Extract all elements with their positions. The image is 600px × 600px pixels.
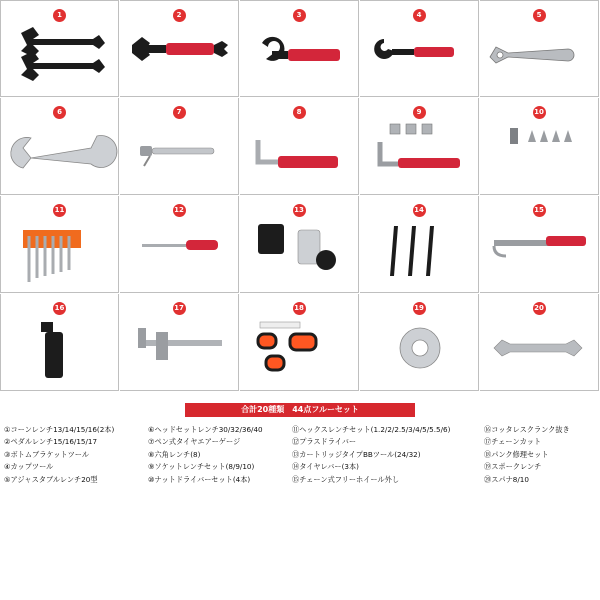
legend-item: ⑪ヘックスレンチセット(1.2/2/2.5/3/4/5/5.5/6) <box>292 425 451 434</box>
item-number-badge: 11 <box>53 204 66 217</box>
crank-puller-icon <box>1 314 120 390</box>
legend-column-3 <box>292 424 450 486</box>
legend-column-2 <box>148 424 263 486</box>
legend-item: ⑳スパナ8/10 <box>484 474 529 484</box>
item-number-badge: 20 <box>533 302 546 315</box>
tool-cell-19 <box>360 294 479 391</box>
item-number-badge: 16 <box>53 302 66 315</box>
legend-item: ⑯コッタレスクランク抜き <box>484 425 570 434</box>
tool-cell-18 <box>240 294 359 391</box>
legend-item: ⑧六角レンチ(8) <box>148 449 201 459</box>
tool-cell-11 <box>0 196 119 293</box>
legend-item: ⑥ヘッドセットレンチ30/32/36/40 <box>148 425 263 434</box>
legend-item: ④カップツール <box>4 462 54 472</box>
item-number-badge: 1 <box>53 9 66 22</box>
item-number-badge: 14 <box>413 204 426 217</box>
tool-cell-14 <box>360 196 479 293</box>
legend-item: ⑫プラスドライバー <box>292 437 357 447</box>
legend-item: ⑩ナットドライバーセット(4本) <box>148 474 251 484</box>
cone-wrench-icon <box>1 21 120 97</box>
tool-cell-15 <box>480 196 599 293</box>
tool-cell-12 <box>120 196 239 293</box>
item-number-badge: 8 <box>293 106 306 119</box>
total-count-banner: 合計20種類 44点フルーセット <box>185 403 415 417</box>
adjustable-wrench-icon <box>480 21 599 97</box>
item-number-badge: 3 <box>293 9 306 22</box>
pedal-wrench-icon <box>120 21 239 97</box>
bottom-bracket-tool-icon <box>240 21 359 97</box>
legend-item: ①コーンレンチ13/14/15/16(2本) <box>4 425 115 434</box>
item-number-badge: 19 <box>413 302 426 315</box>
legend-item: ⑭タイヤレバー(3本) <box>292 462 359 472</box>
legend-item: ⑱パンク修理セット <box>484 449 549 459</box>
tool-cell-17 <box>120 294 239 391</box>
tool-cell-7 <box>120 98 239 195</box>
tire-lever-icon <box>360 216 479 292</box>
cartridge-bb-tool-icon <box>240 216 359 292</box>
tool-cell-20 <box>480 294 599 391</box>
tool-cell-1 <box>0 0 119 97</box>
item-number-badge: 13 <box>293 204 306 217</box>
spanner-icon <box>480 314 599 390</box>
puncture-repair-kit-icon <box>240 314 359 390</box>
plus-screwdriver-icon <box>120 216 239 292</box>
chain-whip-icon <box>480 216 599 292</box>
item-number-badge: 15 <box>533 204 546 217</box>
legend-column-1 <box>4 424 114 486</box>
tool-cell-6 <box>0 98 119 195</box>
tool-cell-13 <box>240 196 359 293</box>
spoke-wrench-icon <box>360 314 479 390</box>
tool-cell-16 <box>0 294 119 391</box>
tool-cell-5 <box>480 0 599 97</box>
tool-cell-3 <box>240 0 359 97</box>
hex-wrench-set-icon <box>1 216 120 292</box>
screwdriver-bits-icon <box>480 118 599 194</box>
chain-cutter-icon <box>120 314 239 390</box>
hex-key-icon <box>240 118 359 194</box>
legend-item: ⑰チェーンカット <box>484 437 542 447</box>
cup-tool-icon <box>360 21 479 97</box>
legend-item: ⑲スポークレンチ <box>484 462 542 472</box>
headset-wrench-icon <box>1 118 120 194</box>
legend-item: ⑦ペン式タイヤエアーゲージ <box>148 437 241 447</box>
item-number-badge: 17 <box>173 302 186 315</box>
legend-item: ⑨ソケットレンチセット(8/9/10) <box>148 462 255 472</box>
item-number-badge: 18 <box>293 302 306 315</box>
legend-item: ⑬カートリッジタイプBBツール(24/32) <box>292 449 421 459</box>
legend-item: ③ボトムブラケットツール <box>4 449 90 459</box>
item-number-badge: 4 <box>413 9 426 22</box>
item-number-badge: 6 <box>53 106 66 119</box>
legend-column-4 <box>484 424 570 486</box>
tire-pressure-gauge-icon <box>120 118 239 194</box>
item-number-badge: 9 <box>413 106 426 119</box>
tool-cell-9 <box>360 98 479 195</box>
item-number-badge: 5 <box>533 9 546 22</box>
item-number-badge: 12 <box>173 204 186 217</box>
legend-item: ⑤アジャスタブルレンチ20型 <box>4 474 98 484</box>
legend-item: ⑮チェーン式フリーホイール外し <box>292 474 400 484</box>
legend-item: ②ペダルレンチ15/16/15/17 <box>4 437 98 447</box>
tool-cell-8 <box>240 98 359 195</box>
tool-cell-2 <box>120 0 239 97</box>
item-number-badge: 7 <box>173 106 186 119</box>
socket-wrench-set-icon <box>360 118 479 194</box>
item-number-badge: 2 <box>173 9 186 22</box>
item-number-badge: 10 <box>533 106 546 119</box>
tool-cell-10 <box>480 98 599 195</box>
tool-cell-4 <box>360 0 479 97</box>
